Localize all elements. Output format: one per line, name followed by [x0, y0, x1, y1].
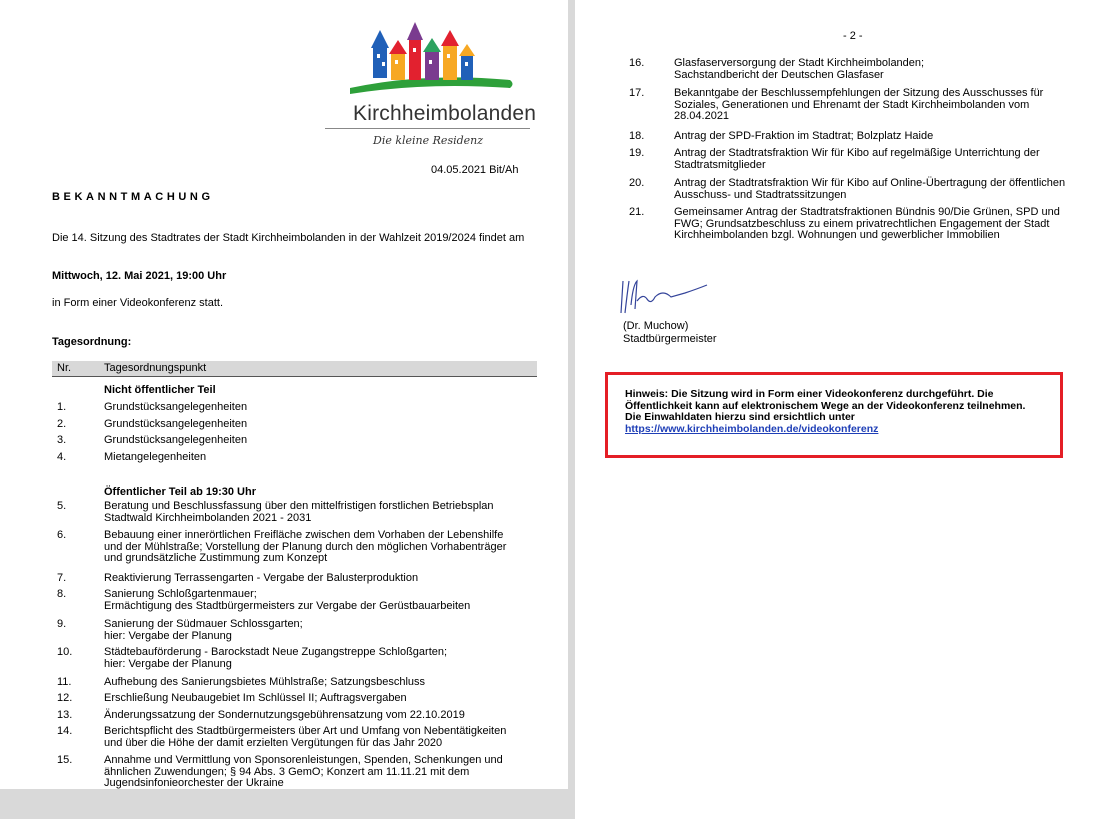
agenda-item-number: 6.: [57, 529, 67, 541]
agenda-item-text: Annahme und Vermittlung von Sponsorenleistungen, Spenden, Schenkungen und ähnlichen Zuwendungen; § 94 Abs. 3 GemO; Konzert am 11.11.21 mit dem Jugendsinfonieorchester der Ukraine: [104, 754, 503, 789]
agenda-item-number: 11.: [57, 676, 72, 688]
town-houses-icon: [325, 20, 535, 100]
agenda-item-text: Glasfaserversorgung der Stadt Kirchheimbolanden; Sachstandbericht der Deutschen Glasfaser: [674, 57, 925, 81]
logo-slogan: Die kleine Residenz: [373, 134, 484, 147]
agenda-item-number: 7.: [57, 572, 67, 584]
videoconference-notice: [605, 372, 1063, 458]
agenda-item-number: 10.: [57, 646, 73, 658]
agenda-item-number: 4.: [57, 451, 67, 463]
signer-name: (Dr. Muchow): [623, 320, 689, 332]
agenda-item-number: 14.: [57, 725, 73, 737]
agenda-item-text: Berichtspflicht des Stadtbürgermeisters über Art und Umfang von Nebentätigkeiten und über die Höhe der damit erzielten Vergütungen für das Jahr 2020: [104, 725, 507, 749]
document-page-2: [575, 0, 1104, 819]
agenda-item-text: Aufhebung des Sanierungsbietes Mühlstraße; Satzungsbeschluss: [104, 676, 426, 688]
agenda-item-text: Mietangelegenheiten: [104, 451, 207, 463]
agenda-item-text: Grundstücksangelegenheiten: [104, 418, 248, 430]
agenda-item-number: 19.: [629, 147, 645, 159]
page-number: - 2 -: [843, 30, 863, 42]
agenda-item-number: 15.: [57, 754, 73, 766]
agenda-item-number: 5.: [57, 500, 67, 512]
agenda-item-text: Bebauung einer innerörtlichen Freifläche zwischen dem Vorhaben der Lebenshilfe und der Mühlstraße; Vorstellung der Planung durch den möglichen Vorhabenträger und grundsätzliche Zustimmung zum Konzept: [104, 529, 507, 564]
agenda-item-text: Antrag der SPD-Fraktion im Stadtrat; Bolzplatz Haide: [674, 130, 934, 142]
notice-line: Öffentlichkeit kann auf elektronischem Wege an der Videokonferenz teilnehmen.: [625, 399, 1026, 412]
column-header-nr: Nr.: [57, 362, 72, 374]
agenda-item-text: Städtebauförderung - Barockstadt Neue Zugangstreppe Schloßgarten; hier: Vergabe der Planung: [104, 646, 448, 670]
agenda-item-text: Reaktivierung Terrassengarten - Vergabe der Balusterproduktion: [104, 572, 419, 584]
agenda-item-text: Antrag der Stadtratsfraktion Wir für Kibo auf regelmäßige Unterrichtung der Stadtratsmitglieder: [674, 147, 1040, 171]
document-page-1: [0, 0, 568, 789]
agenda-title: Tagesordnung:: [52, 336, 132, 348]
agenda-item-text: Sanierung Schloßgartenmauer; Ermächtigung des Stadtbürgermeisters zur Vergabe der Gerüstbauarbeiten: [104, 588, 471, 612]
agenda-item-text: Sanierung der Südmauer Schlossgarten; hier: Vergabe der Planung: [104, 618, 303, 642]
section-public-heading: Öffentlicher Teil ab 19:30 Uhr: [104, 486, 257, 498]
agenda-item-number: 16.: [629, 57, 645, 69]
notice-line: Hinweis: Die Sitzung wird in Form einer Videokonferenz durchgeführt. Die: [625, 388, 994, 400]
city-logo: [325, 20, 535, 180]
agenda-item-number: 12.: [57, 692, 73, 704]
meeting-datetime: Mittwoch, 12. Mai 2021, 19:00 Uhr: [52, 270, 227, 282]
agenda-table-header: [52, 361, 537, 377]
column-header-point: Tagesordnungspunkt: [104, 362, 207, 374]
notice-line: Die Einwahldaten hierzu sind ersichtlich unter: [625, 411, 855, 424]
signer-block: [623, 320, 717, 346]
agenda-item-number: 2.: [57, 418, 67, 430]
agenda-item-number: 21.: [629, 206, 645, 218]
agenda-item-text: Beratung und Beschlussfassung über den mittelfristigen forstlichen Betriebsplan Stadtwald Kirchheimbolanden 2021 - 2031: [104, 500, 494, 524]
videoconference-link[interactable]: https://www.kirchheimbolanden.de/videokonferenz: [625, 422, 879, 435]
notice-text: [625, 389, 1055, 435]
agenda-item-number: 17.: [629, 87, 645, 99]
agenda-item-text: Antrag der Stadtratsfraktion Wir für Kibo auf Online-Übertragung der öffentlichen Ausschuss- und Stadtratssitzungen: [674, 177, 1066, 201]
agenda-item-number: 13.: [57, 709, 73, 721]
agenda-item-number: 20.: [629, 177, 645, 189]
document-date: 04.05.2021 Bit/Ah: [431, 164, 519, 176]
agenda-item-number: 18.: [629, 130, 645, 142]
logo-divider: [325, 128, 530, 129]
meeting-format: in Form einer Videokonferenz statt.: [52, 297, 223, 309]
agenda-item-text: Grundstücksangelegenheiten: [104, 401, 248, 413]
agenda-item-number: 3.: [57, 434, 67, 446]
agenda-item-text: Gemeinsamer Antrag der Stadtratsfraktionen Bündnis 90/Die Grünen, SPD und FWG; Grundsatzbeschluss zu einem privatrechtlichen Engagement der Stadt Kirchheimbolanden bzgl. Wohnungen und gewerblicher Immobilien: [674, 206, 1060, 241]
agenda-item-number: 9.: [57, 618, 67, 630]
agenda-item-text: Bekanntgabe der Beschlussempfehlungen der Sitzung des Ausschusses für Soziales, Generationen und Ehrenamt der Stadt Kirchheimbolanden vom 28.04.2021: [674, 87, 1044, 122]
logo-wordmark: Kirchheimbolanden: [353, 102, 537, 125]
agenda-item-text: Änderungssatzung der Sondernutzungsgebührensatzung vom 22.10.2019: [104, 709, 465, 721]
agenda-item-number: 1.: [57, 401, 67, 413]
intro-text: Die 14. Sitzung des Stadtrates der Stadt Kirchheimbolanden in der Wahlzeit 2019/2024 findet am: [52, 232, 525, 244]
document-heading: BEKANNTMACHUNG: [52, 191, 214, 203]
agenda-item-text: Grundstücksangelegenheiten: [104, 434, 248, 446]
signer-title: Stadtbürgermeister: [623, 333, 717, 345]
handwritten-signature: [615, 275, 715, 320]
agenda-item-number: 8.: [57, 588, 67, 600]
agenda-item-text: Erschließung Neubaugebiet Im Schlüssel II; Auftragsvergaben: [104, 692, 407, 704]
section-private-heading: Nicht öffentlicher Teil: [104, 384, 216, 396]
